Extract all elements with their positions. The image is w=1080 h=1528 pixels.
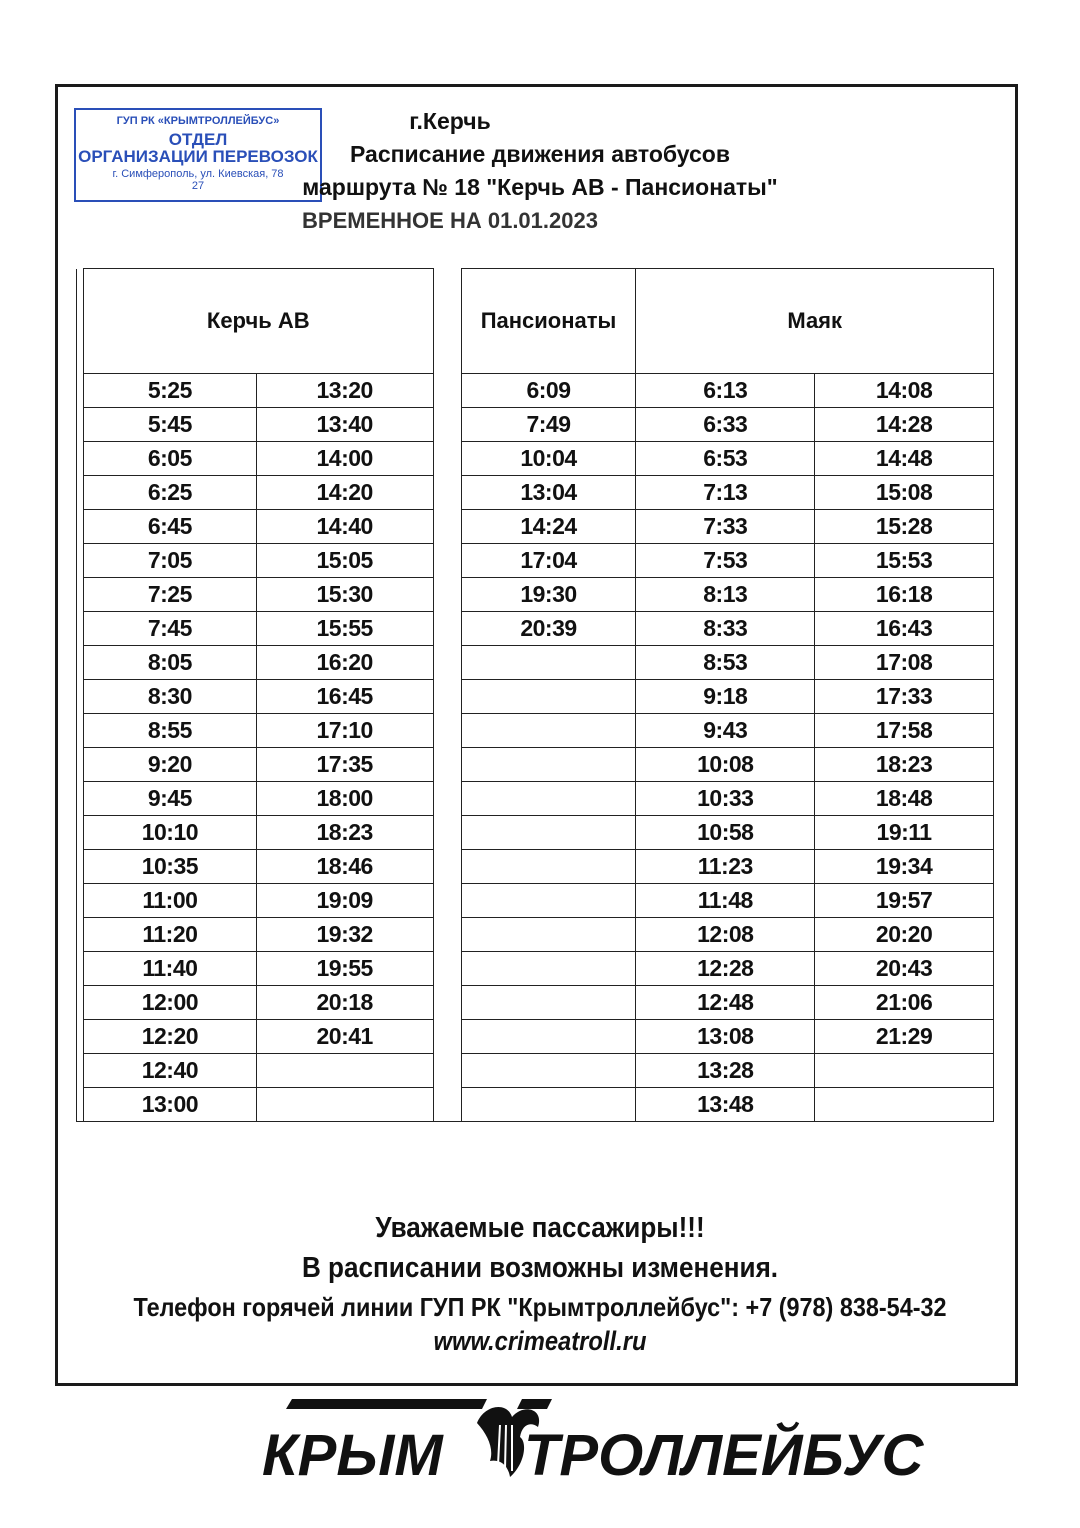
kerch-departure-cell: 10:35 [84, 850, 257, 884]
city-heading: г.Керчь [409, 108, 491, 134]
edge-cell [77, 714, 84, 748]
edge-cell [77, 1054, 84, 1088]
stamp-line: ГУП РК «КРЫМТРОЛЛЕЙБУС» [116, 115, 280, 127]
mayak-departure-cell: 19:57 [815, 884, 994, 918]
edge-cell [77, 782, 84, 816]
edge-cell [77, 476, 84, 510]
pansionaty-departure-cell [461, 884, 636, 918]
pansionaty-departure-cell [461, 1020, 636, 1054]
table-row [77, 816, 994, 850]
edge-cell [77, 986, 84, 1020]
mayak-departure-cell: 18:23 [815, 748, 994, 782]
logo-word-left: КРЫМ [262, 1423, 443, 1488]
kerch-departure-cell: 5:45 [84, 408, 257, 442]
kerch-departure-cell: 15:30 [256, 578, 433, 612]
pansionaty-departure-cell [461, 816, 636, 850]
kerch-departure-cell: 14:40 [256, 510, 433, 544]
edge-cell [77, 612, 84, 646]
mayak-departure-cell: 10:08 [636, 748, 815, 782]
mayak-departure-cell: 18:48 [815, 782, 994, 816]
gap-cell [433, 714, 461, 748]
schedule-title: Расписание движения автобусов [350, 141, 730, 167]
edge-cell [77, 952, 84, 986]
mayak-departure-cell: 11:23 [636, 850, 815, 884]
stamp-line: ОРГАНИЗАЦИИ ПЕРЕВОЗОК [78, 147, 318, 167]
edge-cell [77, 442, 84, 476]
kerch-departure-cell: 12:00 [84, 986, 257, 1020]
mayak-departure-cell: 7:53 [636, 544, 815, 578]
gap-cell [433, 442, 461, 476]
mayak-departure-cell: 17:58 [815, 714, 994, 748]
kerch-departure-cell: 12:20 [84, 1020, 257, 1054]
crimeatroll-logo [262, 1395, 924, 1488]
pansionaty-departure-cell [461, 1054, 636, 1088]
edge-cell [77, 1088, 84, 1122]
mayak-departure-cell: 8:13 [636, 578, 815, 612]
table-header-row [77, 269, 994, 374]
stamp-line: 27 [191, 179, 205, 192]
mayak-departure-cell: 10:33 [636, 782, 815, 816]
kerch-departure-cell: 6:45 [84, 510, 257, 544]
kerch-departure-cell: 8:30 [84, 680, 257, 714]
kerch-departure-cell: 7:45 [84, 612, 257, 646]
website-link[interactable]: www.crimeatroll.ru [433, 1326, 647, 1356]
pansionaty-departure-cell [461, 782, 636, 816]
table-row [77, 986, 994, 1020]
kerch-departure-cell: 6:25 [84, 476, 257, 510]
table-row [77, 408, 994, 442]
kerch-departure-cell: 13:20 [256, 374, 433, 408]
kerch-departure-cell: 14:00 [256, 442, 433, 476]
kerch-departure-cell: 6:05 [84, 442, 257, 476]
gap-cell [433, 748, 461, 782]
kerch-departure-cell: 19:32 [256, 918, 433, 952]
column-header-kerch: Керчь АВ [84, 269, 434, 374]
table-row [77, 1054, 994, 1088]
edge-cell [77, 646, 84, 680]
gap-cell [433, 510, 461, 544]
mayak-departure-cell: 13:28 [636, 1054, 815, 1088]
kerch-departure-cell: 19:55 [256, 952, 433, 986]
pansionaty-departure-cell [461, 952, 636, 986]
kerch-departure-cell: 15:55 [256, 612, 433, 646]
pansionaty-departure-cell: 6:09 [461, 374, 636, 408]
table-row [77, 850, 994, 884]
kerch-departure-cell: 13:00 [84, 1088, 257, 1122]
mayak-departure-cell: 13:08 [636, 1020, 815, 1054]
table-row [77, 952, 994, 986]
pansionaty-departure-cell [461, 680, 636, 714]
kerch-departure-cell: 20:41 [256, 1020, 433, 1054]
gap-cell [433, 1054, 461, 1088]
mayak-departure-cell: 16:43 [815, 612, 994, 646]
pansionaty-departure-cell: 20:39 [461, 612, 636, 646]
mayak-departure-cell: 10:58 [636, 816, 815, 850]
mayak-departure-cell: 9:43 [636, 714, 815, 748]
mayak-departure-cell: 16:18 [815, 578, 994, 612]
kerch-departure-cell: 10:10 [84, 816, 257, 850]
temporary-note: ВРЕМЕННОЕ НА 01.01.2023 [302, 208, 598, 233]
pansionaty-departure-cell [461, 850, 636, 884]
mayak-departure-cell: 12:08 [636, 918, 815, 952]
mayak-departure-cell: 15:08 [815, 476, 994, 510]
table-row [77, 646, 994, 680]
pansionaty-departure-cell: 14:24 [461, 510, 636, 544]
kerch-departure-cell: 14:20 [256, 476, 433, 510]
kerch-departure-cell: 17:35 [256, 748, 433, 782]
pansionaty-departure-cell: 17:04 [461, 544, 636, 578]
pansionaty-departure-cell: 13:04 [461, 476, 636, 510]
mayak-departure-cell: 14:48 [815, 442, 994, 476]
table-row [77, 782, 994, 816]
kerch-departure-cell: 9:20 [84, 748, 257, 782]
edge-cell [77, 269, 84, 374]
pansionaty-departure-cell [461, 748, 636, 782]
gap-cell [433, 816, 461, 850]
kerch-departure-cell: 11:00 [84, 884, 257, 918]
mayak-departure-cell: 12:48 [636, 986, 815, 1020]
gap-cell [433, 986, 461, 1020]
table-row [77, 884, 994, 918]
mayak-departure-cell: 7:13 [636, 476, 815, 510]
mayak-departure-cell: 15:53 [815, 544, 994, 578]
mayak-departure-cell: 17:33 [815, 680, 994, 714]
edge-cell [77, 578, 84, 612]
edge-cell [77, 374, 84, 408]
kerch-departure-cell: 11:40 [84, 952, 257, 986]
kerch-departure-cell: 18:00 [256, 782, 433, 816]
kerch-departure-cell: 7:05 [84, 544, 257, 578]
pansionaty-departure-cell: 10:04 [461, 442, 636, 476]
edge-cell [77, 918, 84, 952]
table-row [77, 1088, 994, 1122]
gap-cell [433, 612, 461, 646]
gap-cell [433, 884, 461, 918]
mayak-departure-cell: 6:33 [636, 408, 815, 442]
kerch-departure-cell: 20:18 [256, 986, 433, 1020]
table-row [77, 918, 994, 952]
gap-cell [433, 374, 461, 408]
stamp-line: г. Симферополь, ул. Киевская, 78 [112, 168, 284, 181]
gap-cell [433, 850, 461, 884]
pansionaty-departure-cell [461, 918, 636, 952]
edge-cell [77, 1020, 84, 1054]
gap-cell [433, 578, 461, 612]
table-row [77, 612, 994, 646]
kerch-departure-cell: 16:45 [256, 680, 433, 714]
kerch-departure-cell: 18:23 [256, 816, 433, 850]
gap-cell [433, 782, 461, 816]
logo-word-right: ТРОЛЛЕЙБУС [524, 1423, 924, 1488]
pansionaty-departure-cell [461, 646, 636, 680]
gap-cell [433, 680, 461, 714]
table-row [77, 544, 994, 578]
table-row [77, 442, 994, 476]
kerch-departure-cell: 12:40 [84, 1054, 257, 1088]
table-row [77, 680, 994, 714]
edge-cell [77, 680, 84, 714]
table-row [77, 1020, 994, 1054]
table-row [77, 714, 994, 748]
mayak-departure-cell: 6:13 [636, 374, 815, 408]
gap-cell [433, 269, 461, 374]
pansionaty-departure-cell: 7:49 [461, 408, 636, 442]
schedule-table [76, 268, 994, 1122]
route-title: маршрута № 18 "Керчь АВ - Пансионаты" [302, 174, 778, 200]
mayak-departure-cell: 15:28 [815, 510, 994, 544]
pansionaty-departure-cell: 19:30 [461, 578, 636, 612]
mayak-departure-cell: 8:33 [636, 612, 815, 646]
gap-cell [433, 1020, 461, 1054]
edge-cell [77, 510, 84, 544]
table-row [77, 578, 994, 612]
mayak-departure-cell: 19:11 [815, 816, 994, 850]
kerch-departure-cell [256, 1054, 433, 1088]
table-row [77, 476, 994, 510]
mayak-departure-cell: 13:48 [636, 1088, 815, 1122]
edge-cell [77, 408, 84, 442]
kerch-departure-cell: 15:05 [256, 544, 433, 578]
kerch-departure-cell: 5:25 [84, 374, 257, 408]
mayak-departure-cell: 14:28 [815, 408, 994, 442]
notice-changes: В расписании возможны изменения. [301, 1252, 779, 1284]
mayak-departure-cell: 12:28 [636, 952, 815, 986]
mayak-departure-cell: 21:06 [815, 986, 994, 1020]
gap-cell [433, 918, 461, 952]
mayak-departure-cell: 8:53 [636, 646, 815, 680]
stamp-line: ОТДЕЛ [168, 129, 228, 149]
edge-cell [77, 544, 84, 578]
table-row [77, 510, 994, 544]
table-row [77, 374, 994, 408]
mayak-departure-cell: 6:53 [636, 442, 815, 476]
pansionaty-departure-cell [461, 986, 636, 1020]
edge-cell [77, 748, 84, 782]
gap-cell [433, 1088, 461, 1122]
mayak-departure-cell: 17:08 [815, 646, 994, 680]
kerch-departure-cell: 7:25 [84, 578, 257, 612]
pansionaty-departure-cell [461, 714, 636, 748]
mayak-departure-cell: 20:43 [815, 952, 994, 986]
kerch-departure-cell: 13:40 [256, 408, 433, 442]
pansionaty-departure-cell [461, 1088, 636, 1122]
column-header-mayak: Маяк [636, 269, 994, 374]
kerch-departure-cell: 8:05 [84, 646, 257, 680]
mayak-departure-cell: 7:33 [636, 510, 815, 544]
table-row [77, 748, 994, 782]
gap-cell [433, 544, 461, 578]
mayak-departure-cell: 9:18 [636, 680, 815, 714]
kerch-departure-cell: 17:10 [256, 714, 433, 748]
kerch-departure-cell: 16:20 [256, 646, 433, 680]
edge-cell [77, 884, 84, 918]
edge-cell [77, 850, 84, 884]
logo-line-icon [286, 1399, 552, 1409]
gap-cell [433, 952, 461, 986]
gap-cell [433, 476, 461, 510]
gap-cell [433, 646, 461, 680]
mayak-departure-cell [815, 1054, 994, 1088]
hotline-phone: Телефон горячей линии ГУП РК "Крымтроллейбус": +7 (978) 838-54-32 [133, 1292, 947, 1322]
mayak-departure-cell: 19:34 [815, 850, 994, 884]
notice-greeting: Уважаемые пассажиры!!! [375, 1212, 705, 1244]
kerch-departure-cell: 11:20 [84, 918, 257, 952]
gap-cell [433, 408, 461, 442]
kerch-departure-cell: 9:45 [84, 782, 257, 816]
kerch-departure-cell: 19:09 [256, 884, 433, 918]
kerch-departure-cell: 8:55 [84, 714, 257, 748]
column-header-pansionaty: Пансионаты [461, 269, 636, 374]
mayak-departure-cell: 21:29 [815, 1020, 994, 1054]
kerch-departure-cell: 18:46 [256, 850, 433, 884]
mayak-departure-cell [815, 1088, 994, 1122]
mayak-departure-cell: 14:08 [815, 374, 994, 408]
mayak-departure-cell: 20:20 [815, 918, 994, 952]
edge-cell [77, 816, 84, 850]
mayak-departure-cell: 11:48 [636, 884, 815, 918]
kerch-departure-cell [256, 1088, 433, 1122]
